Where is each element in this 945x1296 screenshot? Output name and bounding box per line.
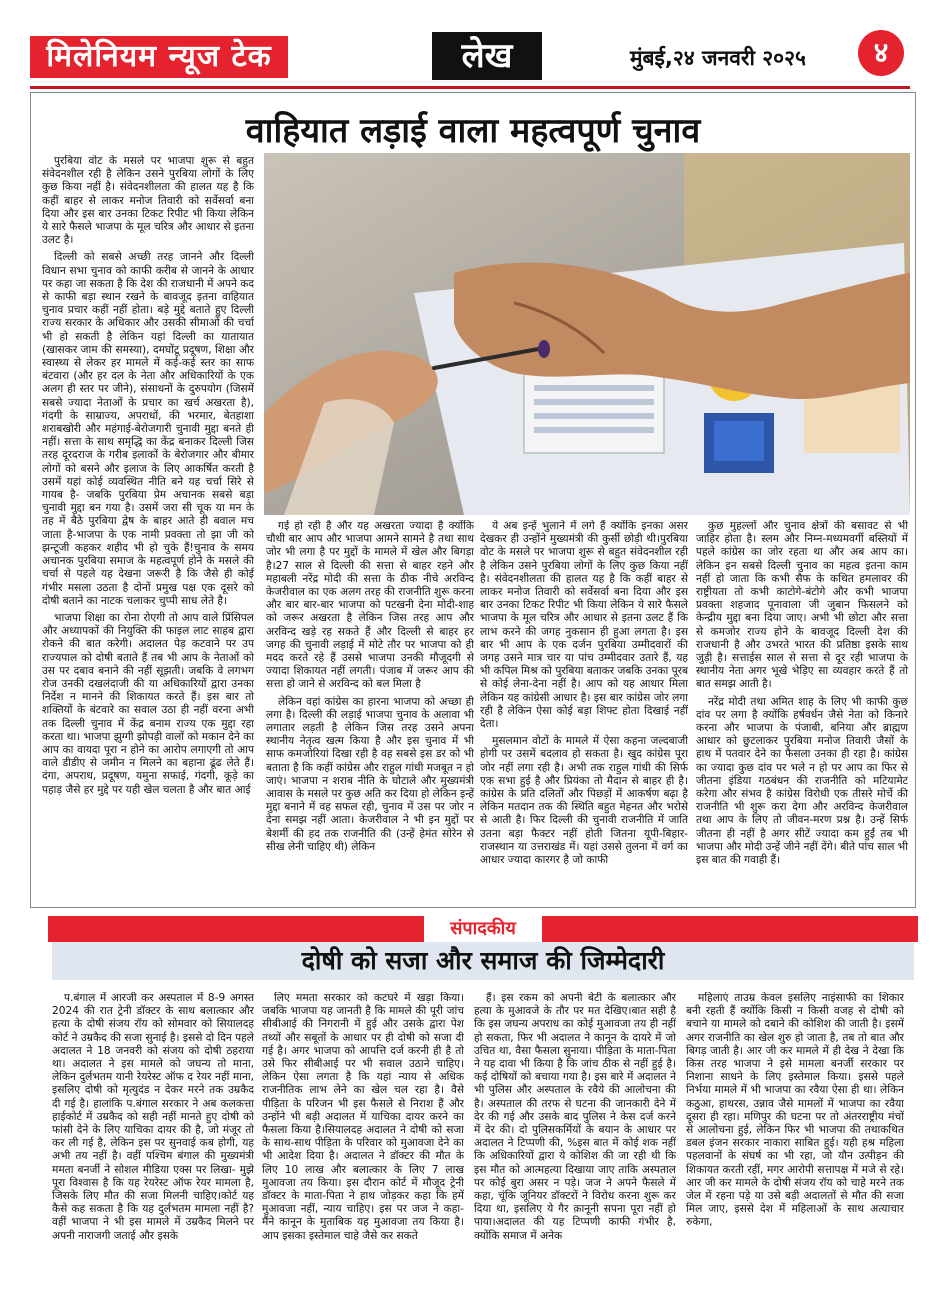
editorial-label: संपादकीय [424, 916, 542, 942]
editorial-column-1 [52, 992, 254, 1288]
editorial-paragraph: प.बंगाल में आरजी कर अस्पताल में 8-9 अगस्त 2024 की रात ट्रेनी डॉक्टर के साथ बलात्कार और हत्या के दोषी संजय रॉय को सोमवार को सियालदह कोर्ट ने उम्रकैद की सजा सुनाई है। इससे दो दिन पहले अदालत ने 18 जनवरी को संजय को दोषी ठहराया था। अदालत ने इस मामले को जघन्य तो माना, लेकिन दुर्लभतम यानी रेयरेस्ट ऑफ द रेयर नहीं माना, इसलिए दोषी को मृत्युदंड न देकर मरने तक उम्रकैद दी गई है। हालांकि प.बंगाल सरकार ने अब कलकत्ता हाईकोर्ट में उम्रकैद को सही नहीं मानते हुए दोषी को फांसी देने के लिए याचिका दायर की है, जो मंजूर तो कर ली गई है, लेकिन इस पर सुनवाई कब होगी, यह अभी तय नहीं है। वहीं पश्चिम बंगाल की मुख्यमंत्री ममता बनर्जी ने सोशल मीडिया एक्स पर लिखा- मुझे पूरा विश्वास है कि यह रेयरेस्ट ऑफ रेयर मामला है, जिसके लिए मौत की सजा मिलनी चाहिए।कोर्ट यह कैसे कह सकता है कि यह दुर्लभतम मामला नहीं है? वहीं भाजपा ने भी इस मामले में उम्रकैद मिलने पर अपनी नाराजगी जताई और इसके [52, 992, 254, 1242]
editorial-column-2 [262, 992, 464, 1288]
masthead [30, 26, 910, 86]
article-paragraph: गई हो रही है और यह अखरता ज्यादा है क्योंकि चौथी बार आप और भाजपा आमने सामने है तथा साथ जोर भी लगा है पर मुद्दों के मामले में खेल और बिगड़ा है।27 साल से दिल्ली की सत्ता से बाहर रहने और महाबली नरेंद्र मोदी की सत्ता के ठीक नीचे अरविन्द केजरीवाल का एक अलग तरह की राजनीति शुरू करना और बार बार-बार भाजपा को पटखनी देना मोदी-शाह को जरूर अखरता है लेकिन जिस तरह आप और अरविन्द खड़े रह सकते हैं और दिल्ली से बाहर हर जगह की चुनावी लड़ाई में मोटे तौर पर भाजपा को ही मदद करते रहे हैं उससे भाजपा उनकी मौजूदगी से ज्यादा शिकायत नहीं लगती। पंजाब में जरूर आप की सत्ता हो जाने से अरविन्द को बल मिला है [266, 520, 474, 691]
article-column-3 [480, 520, 688, 904]
editorial-paragraph: महिलाएं ताउम्र केवल इसलिए नाइंसाफी का शिकार बनी रहती हैं क्योंकि किसी न किसी वजह से दोषी को बचाने या मामले को दबाने की कोशिश की जाती है। इसमें अगर राजनीति का खेल शुरु हो जाता है, तब तो बात और बिगड़ जाती है। आर जी कर मामले में ही देख ने देखा कि किस तरह भाजपा ने इसे मामला बनर्जी सरकार पर निशाना साधने के लिए इस्तेमाल किया। इससे पहले निर्भया मामले में भी भाजपा का रवैया ऐसा ही था। लेकिन कठुआ, हाथरस, उन्नाव जैसे मामलों में भाजपा का रवैया दूसरा ही रहा। मणिपुर की घटना पर तो अंतरराष्ट्रीय मंचों से आलोचना हुई, लेकिन फिर भी भाजपा की तथाकथित डबल इंजन सरकार नाकारा साबित हुई। यही हश्र महिला पहलवानों के संघर्ष का भी रहा, जो यौन उत्पीड़न की शिकायत करती रहीं, मगर आरोपी सत्तापक्ष में मजे से रहे।आर जी कर मामले के दोषी संजय रॉय को चाहे मरने तक जेल में रहना पड़े या उसे बड़ी अदालतों से मौत की सजा मिल जाए, इससे देश में महिलाओं के साथ अत्याचार रुकेगा, [686, 992, 904, 1229]
dateline: मुंबई,२४ जनवरी २०२५ [630, 46, 806, 70]
article-paragraph: लेकिन वहां कांग्रेस का हारना भाजपा को अच्छा ही लगा है। दिल्ली की लड़ाई भाजपा चुनाव के अलावा भी लगातार लड़ती है लेकिन जिस तरह उसने अपना स्थानीय नेतृत्व खत्म किया है और इस चुनाव में भी साफ कमजोरियां दिखा रही है वह सबसे इस डर को भी बताता है कि कहीं कांग्रेस और राहुल गांधी मजबूत न हो जाएं। भाजपा न शराब नीति के घोटाले और मुख्यमंत्री आवास के मसले पर कुछ अति कर दिया हो लेकिन इन्हें मुद्दा बनाने में वह सफल रही, चुनाव में उस पर जोर न देना समझ नहीं आता। केजरीवाल ने भी इन मुद्दों पर बेशर्मी की हद तक राजनीति की (उन्हें हेमंत सोरेन से सीख लेनी चाहिए थी) लेकिन [266, 695, 474, 853]
article-column-1 [42, 155, 254, 908]
voting-finger-ink-photo [264, 153, 910, 515]
article-paragraph: भाजपा शिक्षा का रोना रोएगी तो आप वाले प्रिंसिपल और अध्यापकों की नियुक्ति की फाइल लाट साहब द्वारा रोकने की बात करेगी। अदालत पेड़ कटवाने पर उप राज्यपाल को दोषी बताते हैं तब भी आप के नेताओं को उस पर दबाव बनाने की नहीं सूझती। जबकि वे लगभग रोज उनकी दखलंदाजी की या अधिकारियों द्वारा उनका निर्देश न मानने की शिकायत करते हैं। इस बार तो शक्तियों के बंटवारे का सवाल उठा ही नहीं वरना अभी तक दिल्ली चुनाव में केंद्र बनाम राज्य एक मुद्दा रहा करता था। भाजपा झुग्गी झोपड़ी वालों को मकान देने का आप का वायदा पूरा न होने का आरोप लगाएगी तो आप वाले डीडीए से जमीन न मिलने का बहाना ढूंढ लेते हैं। दंगा, अपराध, प्रदूषण, यमुना सफाई, गंदगी, कूड़े का पहाड़ जैसे हर मुद्दे पर यही खेल चलता है और बात आई [42, 611, 254, 796]
editorial-column-3 [474, 992, 676, 1288]
section-label: लेख [432, 32, 542, 80]
article-paragraph: पुरबिया वोट के मसले पर भाजपा शुरू से बहुत संवेदनशील रही है लेकिन उसने पुरबिया लोगों के लिए कुछ किया नहीं है। संवेदनशीलता की हालत यह है कि कहीं बाहर से लाकर मनोज तिवारी को सर्वेसर्वा बना दिया और इस बार उनका टिकट रिपीट भी किया लेकिन ये सारे फैसले भाजपा के मूल चरित्र और आधार से इतना उलट है। [42, 155, 254, 247]
editorial-title: दोषी को सजा और समाज की जिम्मेदारी [301, 946, 665, 975]
brand-logo: मिलेनियम न्यूज टेक [30, 36, 288, 78]
editorial-paragraph: लिए ममता सरकार को कटघरे में खड़ा किया। जबकि भाजपा यह जानती है कि मामले की पूरी जांच सीबीआई की निगरानी में हुई और उसके द्वारा पेश तथ्यों और सबूतों के आधार पर ही दोषी को सजा दी गई है। अगर भाजपा को आपत्ति दर्ज करनी ही है तो उसे फिर सीबीआई पर भी सवाल उठाने चाहिए। लेकिन ऐसा लगता है कि यहां न्याय से अधिक राजनीतिक लाभ लेने का खेल चल रहा है। वैसे पीड़िता के परिजन भी इस फैसले से निराश हैं और उन्होंने भी बड़ी अदालत में याचिका दायर करने का फैसला किया है।सियालदह अदालत ने दोषी को सजा के साथ-साथ पीड़िता के परिवार को मुआवजा देने का भी आदेश दिया है। अदालत ने डॉक्टर की मौत के लिए 10 लाख और बलात्कार के लिए 7 लाख मुआवजा तय किया। इस दौरान कोर्ट में मौजूद ट्रेनी डॉक्टर के माता-पिता ने हाथ जोड़कर कहा कि हमें मुआवजा नहीं, न्याय चाहिए। इस पर जज ने कहा- मैंने कानून के मुताबिक यह मुआवजा तय किया है। आप इसका इस्तेमाल चाहे जैसे कर सकते [262, 992, 464, 1242]
article-column-2 [266, 520, 474, 904]
article-paragraph: ये अब इन्हें भुलाने में लगे हैं क्योंकि इनका असर देखकर ही उन्होंने मुख्यमंत्री की कुर्सी छोड़ी थी।पुरबिया वोट के मसले पर भाजपा शुरू से बहुत संवेदनशील रही है लेकिन उसने पुरबिया लोगों के लिए कुछ किया नहीं है। संवेदनशीलता की हालत यह है कि कहीं बाहर से लाकर मनोज तिवारी को सर्वेसर्वा बना दिया और इस बार उनका टिकट रिपीट भी किया लेकिन ये सारे फैसले भाजपा के मूल चरित्र और आधार से इतना उलट हैं कि लाभ करने की जगह नुकसान ही हुआ लगता है। इस बार भी आप के एक दर्जन पुरबिया उम्मीदवारों की जगह उसने मात्र चार या पांच उम्मीदवार उतारे हैं, यह भी कपिल मिश्र को पुरबिया बताकर जबकि उनका पूरब से कोई लेना-देना नहीं है। आप को यह आधार मिला लेकिन यह कांग्रेसी आधार है। इस बार कांग्रेस जोर लगा रही है लेकिन ऐसा कोई बड़ा शिफ्ट होता दिखाई नहीं देता। [480, 520, 688, 731]
masthead-rule [30, 86, 910, 89]
editorial-column-4 [686, 992, 904, 1288]
editorial-paragraph: हैं। इस रकम को अपनी बेटी के बलात्कार और हत्या के मुआवजे के तौर पर मत देखिए।बात सही है कि इस जघन्य अपराध का कोई मुआवजा तय ही नहीं हो सकता, फिर भी अदालत ने कानून के दायरे में जो उचित था, वैसा फैसला सुनाया। पीड़िता के माता-पिता ने यह दावा भी किया है कि जांच ठीक से नहीं हुई है। कई दोषियों को बचाया गया है। इस बारे में अदालत ने भी पुलिस और अस्पताल के रवैये की आलोचना की है। अस्पताल की तरफ से घटना की जानकारी देने में देर की गई और उसके बाद पुलिस ने केस दर्ज करने में देर की। दो पुलिसकर्मियों के बयान के आधार पर अदालत ने टिप्पणी की, %इस बात में कोई शक नहीं कि अधिकारियों द्वारा ये कोशिश की जा रही थी कि इस मौत को आत्महत्या दिखाया जाए ताकि अस्पताल पर कोई बुरा असर न पड़े। जज ने अपने फैसले में कहा, चूंकि जूनियर डॉक्टरों ने विरोध करना शुरू कर दिया था, इसलिए ये गैर क़ानूनी सपना पूरा नहीं हो पाया।अदालत की यह टिप्पणी काफी गंभीर है, क्योंकि समाज में अनेक [474, 992, 676, 1242]
article-column-4 [696, 520, 908, 904]
editorial-banner [48, 916, 918, 942]
article-paragraph: नरेंद्र मोदी तथा अमित शाह के लिए भी काफी कुछ दांव पर लगा है क्योंकि हर्षवर्धन जैसे नेता को किनारे करना और भाजपा के पंजाबी, बनिया और ब्राह्मण आधार को छुटलाकर पुरबिया मनोज तिवारी जैसों के हाथ में पतवार देने का फैसला उनका ही रहा है। कांग्रेस का ज्यादा कुछ दांव पर भले न हो पर आप का फिर से जीतना इंडिया गठबंधन की राजनीति को मटियामेट करेगा और संभव है कांग्रेस विरोधी एक तीसरे मोर्चे की राजनीति भी शुरू करा देगा और अरविन्द केजरीवाल तथा आप के लिए तो जीवन-मरण प्रश्न है। उन्हें सिर्फ जीतना ही नहीं है अगर सीटें ज्यादा कम हुईं तब भी भाजपा और मोदी उन्हें जीने नहीं देंगे। बीते पांच साल भी इस बात की गवाही हैं। [696, 695, 908, 867]
article-paragraph: कुछ मुहल्लों और चुनाव क्षेत्रों की बसावट से भी जाहिर होता है। स्लम और निम्न-मध्यमवर्गी बस्तियों में पहले कांग्रेस का जोर रहता था और अब आप का।लेकिन इन सबसे दिल्ली चुनाव का महत्व इतना काम नहीं हो जाता कि कभी सैफ के कथित हमलावर की राष्ट्रीयता तो कभी काटोगे-बंटोगे और कभी भाजपा प्रवक्ता शहजाद पूनावाला जी जुबान फिसलने को केन्द्रीय मुद्दा बना दिया जाए। अभी भी छोटा और सत्ता से कमजोर राज्य होने के बावजूद दिल्ली देश की राजधानी है और उभरते भारत की प्रतिष्ठा इसके साथ जुड़ी है। सत्ताईस साल से सत्ता से दूर रही भाजपा के स्थानीय नेता अगर भूखे भेड़िए सा व्यवहार करते हैं तो बात समझ आती है। [696, 520, 908, 691]
article-paragraph: मुसलमान वोटों के मामले में ऐसा कहना जल्दबाजी होगी पर उसमें बदलाव हो सकता है। खुद कांग्रेस पूरा जोर नहीं लगा रही है। अभी तक राहुल गांधी की सिर्फ एक सभा हुई है और प्रियंका तो मैदान से बाहर ही है। कांग्रेस के प्रति दलितों और पिछड़ों में आकर्षण बढ़ा है लेकिन मतदान तक की स्थिति बहुत मेहनत और भरोसे से आती है। फिर दिल्ली की चुनावी राजनीति में जाति उतना बड़ा फैक्टर नहीं होती जितना यूपी-बिहार-राजस्थान या उत्तराखंड में। यहां उससे तुलना में वर्ग का आधार ज्यादा कारगर है जो काफी [480, 735, 688, 867]
page-number: ४ [858, 30, 904, 76]
article-paragraph: दिल्ली को सबसे अच्छी तरह जानने और दिल्ली विधान सभा चुनाव को काफी करीब से जानने के आधार पर कहा जा सकता है कि देश की राजधानी में अपने कद से काफी बड़ा स्थान रखने के बावजूद इतना वाहियात चुनाव प्रचार कहीं नहीं होता। बड़े मुद्दे बताते हुए दिल्ली राज्य सरकार के अधिकार और उसकी सीमाओं की चर्चा भी हो सकती है लेकिन यहां दिल्ली का यातायात (खासकर जाम की समस्या), दमघोंटू प्रदूषण, शिक्षा और स्वास्थ्य से लेकर हर मामले में कई-कई स्तर का साफ बंटवारा (और हर दल के नेता और अधिकारियों के एक अलग ही स्तर पर जीने), संसाधनों के दुरुपयोग (जिसमें सबसे ज्यादा नेताओं के प्रचार का खर्च अखरता है), गंदगी के साम्राज्य, अपराधों, की भरमार, बेतहाशा शराबखोरी और महंगाई-बेरोजगारी चुनावी मुद्दा बनते ही नहीं। सत्ता के साथ समृद्धि का केंद्र बनाकर दिल्ली जिस तरह दूरदराज के गरीब इलाकों के बेरोजगार और बीमार लोगों को बसने और इलाज के लिए आकर्षित करती है उसमें यहां कोई व्यवस्थित नीति बने यह चर्चा सिरे से गायब है- जबकि पुरबिया प्रेम अचानक सबसे बड़ा चुनावी मुद्दा बन गया है। उसमें जरा सी चूक या मन के तह में बैठे पुरबिया द्वेष के बाहर आते ही बवाल मच जाता है-भाजपा के एक नामी प्रवक्ता तो झा जी को झन्टूजी कहकर शहीद भी हो चुके हैं!चुनाव के समय अचानक पुरबिया समाज के महत्वपूर्ण होने के मसले की चर्चा से पहले यह देखना जरूरी है कि जैसे ही कोई गंभीर मसला उठता है दोनों प्रमुख पक्ष एक दूसरे को दोषी बताने का नाटक चलाकर चुप्पी साध लेते है। [42, 251, 254, 607]
article-headline: वाहियात लड़ाई वाला महत्वपूर्ण चुनाव [245, 111, 701, 151]
